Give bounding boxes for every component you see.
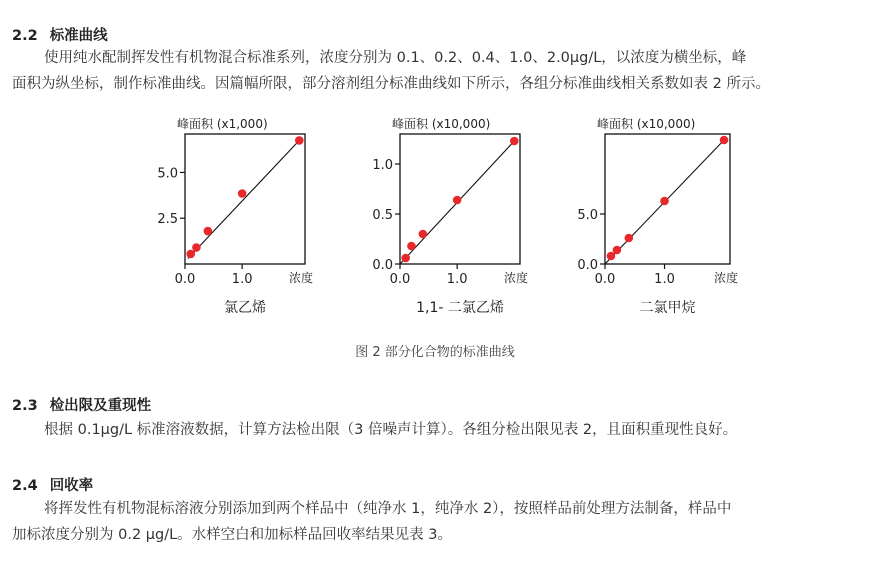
y-tick-label: 1.0 bbox=[372, 158, 393, 173]
chart-title: 1,1- 二氯乙烯 bbox=[416, 300, 504, 316]
data-point bbox=[720, 136, 729, 145]
x-tick-label: 1.0 bbox=[231, 272, 253, 287]
chart-title: 氯乙烯 bbox=[224, 300, 266, 316]
y-axis-label: 峰面积 (x10,000) bbox=[392, 117, 491, 131]
data-point bbox=[204, 227, 213, 236]
section-title: 回收率 bbox=[49, 478, 94, 494]
section-heading-2-4 bbox=[12, 474, 93, 495]
standard-curves-figure bbox=[0, 112, 870, 362]
x-tick-label: 1.0 bbox=[446, 272, 468, 287]
y-tick-label: 2.5 bbox=[157, 212, 178, 228]
y-tick-label: 5.0 bbox=[157, 166, 178, 182]
paragraph-line: 面积为纵坐标，制作标准曲线。因篇幅所限，部分溶剂组分标准曲线如下所示，各组分标准曲线相关系数如表 2 所示。 bbox=[12, 76, 770, 92]
section-paragraph-2-3 bbox=[12, 417, 862, 443]
data-point bbox=[660, 197, 669, 206]
data-point bbox=[407, 242, 416, 251]
data-point bbox=[510, 137, 519, 146]
y-axis-label: 峰面积 (x1,000) bbox=[177, 117, 268, 131]
figure-caption: 图 2 部分化合物的标准曲线 bbox=[355, 345, 515, 360]
y-tick-label: 5.0 bbox=[577, 208, 598, 223]
y-tick-label: 0.0 bbox=[372, 258, 393, 273]
section-number: 2.2 bbox=[12, 28, 38, 44]
paragraph-line: 根据 0.1μg/L 标准溶液数据，计算方法检出限（3 倍噪声计算）。各组分检出限见表 2，且面积重现性良好。 bbox=[44, 422, 738, 438]
chart-11-dichloroethylene bbox=[345, 112, 575, 332]
paragraph-line: 将挥发性有机物混标溶液分别添加到两个样品中（纯净水 1，纯净水 2），按照样品前处理方法制备，样品中 bbox=[44, 501, 732, 517]
x-axis-label: 浓度 bbox=[503, 271, 529, 285]
data-point bbox=[238, 189, 247, 198]
section-heading-2-3 bbox=[12, 394, 151, 415]
chart-title: 二氯甲烷 bbox=[639, 300, 696, 316]
fit-line bbox=[188, 140, 299, 258]
paragraph-line: 使用纯水配制挥发性有机物混合标准系列，浓度分别为 0.1、0.2、0.4、1.0、2.0μg/L，以浓度为横坐标，峰 bbox=[44, 50, 747, 66]
y-tick-label: 0.0 bbox=[577, 258, 598, 273]
data-point bbox=[419, 230, 428, 239]
section-paragraph-2-4 bbox=[12, 496, 862, 548]
data-point bbox=[192, 243, 201, 252]
data-point bbox=[625, 234, 634, 243]
x-tick-label: 0.0 bbox=[389, 272, 411, 287]
data-point bbox=[613, 246, 622, 255]
data-point bbox=[453, 196, 462, 205]
data-point bbox=[186, 250, 195, 259]
x-tick-label: 0.0 bbox=[594, 272, 616, 287]
x-axis-label: 浓度 bbox=[288, 271, 314, 285]
x-tick-label: 0.0 bbox=[174, 272, 196, 287]
chart-dichloromethane bbox=[555, 112, 785, 332]
section-heading-2-2 bbox=[12, 24, 108, 45]
section-paragraph-2-2 bbox=[12, 45, 862, 97]
y-tick-label: 0.5 bbox=[372, 208, 393, 223]
y-axis-label: 峰面积 (x10,000) bbox=[597, 117, 696, 131]
section-title: 标准曲线 bbox=[49, 28, 108, 44]
data-point bbox=[401, 254, 410, 263]
paragraph-line: 加标浓度分别为 0.2 μg/L。水样空白和加标样品回收率结果见表 3。 bbox=[12, 527, 453, 543]
section-number: 2.3 bbox=[12, 398, 38, 414]
section-title: 检出限及重现性 bbox=[49, 398, 152, 414]
section-number: 2.4 bbox=[12, 478, 38, 494]
x-axis-label: 浓度 bbox=[713, 271, 739, 285]
data-point bbox=[295, 136, 304, 145]
x-tick-label: 1.0 bbox=[654, 272, 675, 287]
